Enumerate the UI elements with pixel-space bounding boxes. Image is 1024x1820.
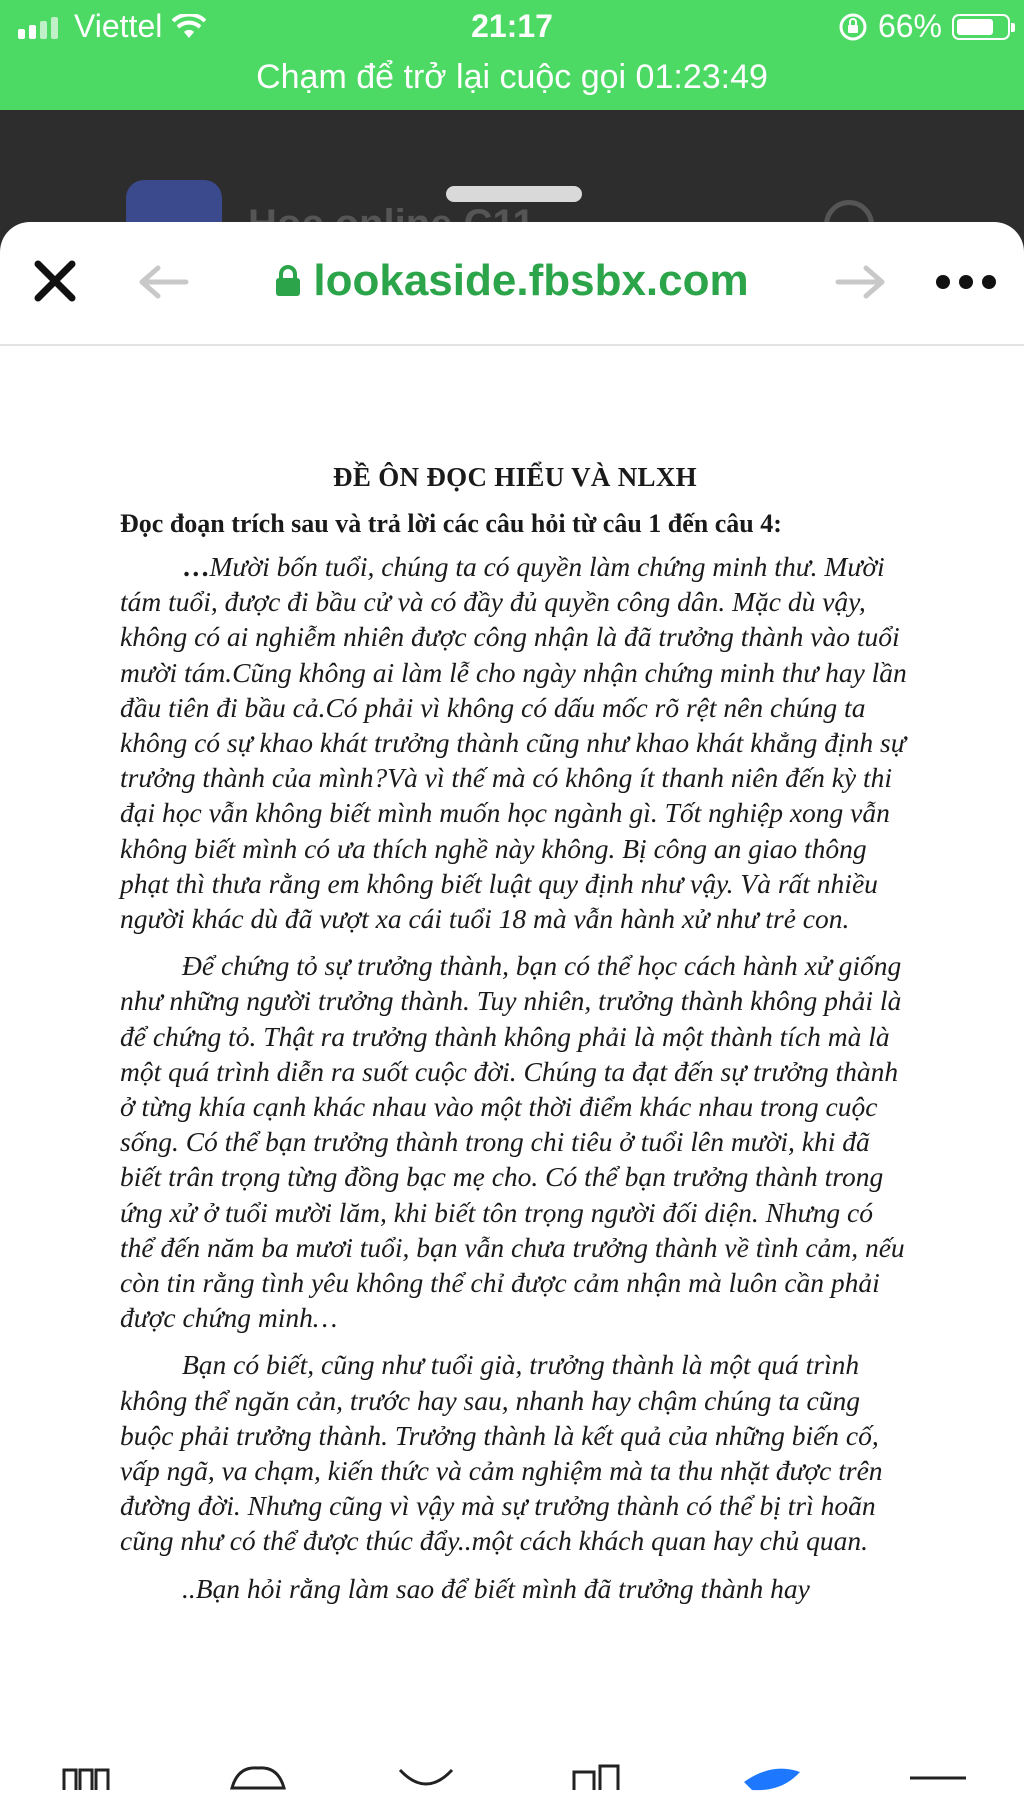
orientation-lock-icon: [838, 12, 868, 42]
url-text: lookaside.fbsbx.com: [313, 256, 749, 305]
return-to-call-banner[interactable]: Chạm để trở lại cuộc gọi 01:23:49: [256, 58, 768, 96]
document-instruction: Đọc đoạn trích sau và trả lời các câu hỏi từ câu 1 đến câu 4:: [120, 509, 782, 538]
battery-icon: [952, 14, 1010, 40]
blue-mark-icon: [742, 1762, 802, 1792]
bottom-fade: [0, 1740, 1024, 1820]
paragraph-4: ..Bạn hỏi rằng làm sao để biết mình đã trưởng thành hay: [182, 1572, 810, 1604]
partial-glyph-icon-4: [572, 1762, 622, 1792]
document-page: [120, 462, 910, 1618]
paragraph-3: Bạn có biết, cũng như tuổi già, trưởng thành là một quá trình không thể ngăn cản, trước hay sau, nhanh hay chậm chúng ta cũng buộc phải trưởng thành. Trưởng thành là kết quả của những biến cố, vấp ngã, va chạm, kiến thức và cảm nghiệm mà ta thu nhặt được trên đường đời. Nhưng cũng vì vậy mà sự trưởng thành có thể bị trì hoãn cũng như có thể được thúc đẩy..một cách khách quan hay chủ quan.: [120, 1349, 883, 1557]
battery-percent: 66%: [877, 8, 942, 44]
paragraph-2: Để chứng tỏ sự trưởng thành, bạn có thể học cách hành xử giống như những người trưởng thành. Tuy nhiên, trưởng thành không phải là để chứng tỏ. Thật ra trưởng thành không phải là một thành tích mà là một quá trình diễn ra suốt cuộc đời. Chúng ta đạt đến sự trưởng thành ở từng khía cạnh khác nhau vào một thời điểm khác nhau trong cuộc sống. Có thể bạn trưởng thành trong chi tiêu ở tuổi lên mười, khi đã biết trân trọng từng đồng bạc mẹ cho. Có thể bạn trưởng thành trong ứng xử ở tuổi mười lăm, khi biết tôn trọng người đối diện. Nhưng có thể đến năm ba mươi tuổi, bạn vẫn chưa trưởng thành về tình cảm, nếu còn tin rằng tình yêu không thể chỉ được cảm nhận mà luôn cần phải được chứng minh…: [120, 950, 905, 1334]
carrier-name: Viettel: [74, 8, 163, 44]
clock: 21:17: [471, 8, 553, 44]
browser-toolbar: [0, 222, 1024, 346]
status-right: [838, 8, 1010, 45]
paragraph-1-text: Mười bốn tuổi, chúng ta có quyền làm chứng minh thư. Mười tám tuổi, được đi bầu cử và có đầy đủ quyền công dân. Mặc dù vậy, không có ai nghiễm nhiên được công nhận là đã trưởng thành vào tuổi mười tám.Cũng không ai làm lễ cho ngày nhận chứng minh thư hay lần đầu tiên đi bầu cả.Có phải vì không có dấu mốc rõ rệt nên chúng ta không có sự khao khát trưởng thành cũng như khao khát khẳng định sự trưởng thành của mình?Và vì thế mà có không ít thanh niên đến kỳ thi đại học vẫn không biết mình muốn học ngành gì. Tốt nghiệp xong vẫn không biết mình có ưa thích nghề này không. Bị công an giao thông phạt thì thưa rằng em không biết luật quy định như vậy. Và rất nhiều người khác dù đã vượt xa cái tuổi 18 mà vẫn hành xử như trẻ con.: [120, 551, 907, 935]
partial-glyph-icon: [62, 1762, 112, 1792]
document-title: ĐỀ ÔN ĐỌC HIỂU VÀ NLXH: [333, 462, 697, 492]
partial-glyph-icon-3: [396, 1762, 456, 1792]
forward-arrow-icon[interactable]: [834, 264, 886, 300]
more-icon[interactable]: [936, 272, 996, 292]
in-app-browser-sheet: [0, 222, 1024, 1820]
lock-icon: [275, 265, 301, 297]
status-bar: [0, 0, 1024, 110]
dash-icon: [908, 1762, 968, 1792]
paragraph-1: [120, 549, 910, 936]
paragraph-1-lead: …: [182, 551, 210, 582]
sheet-grabber[interactable]: [446, 186, 582, 202]
partial-glyph-icon-2: [228, 1762, 288, 1792]
